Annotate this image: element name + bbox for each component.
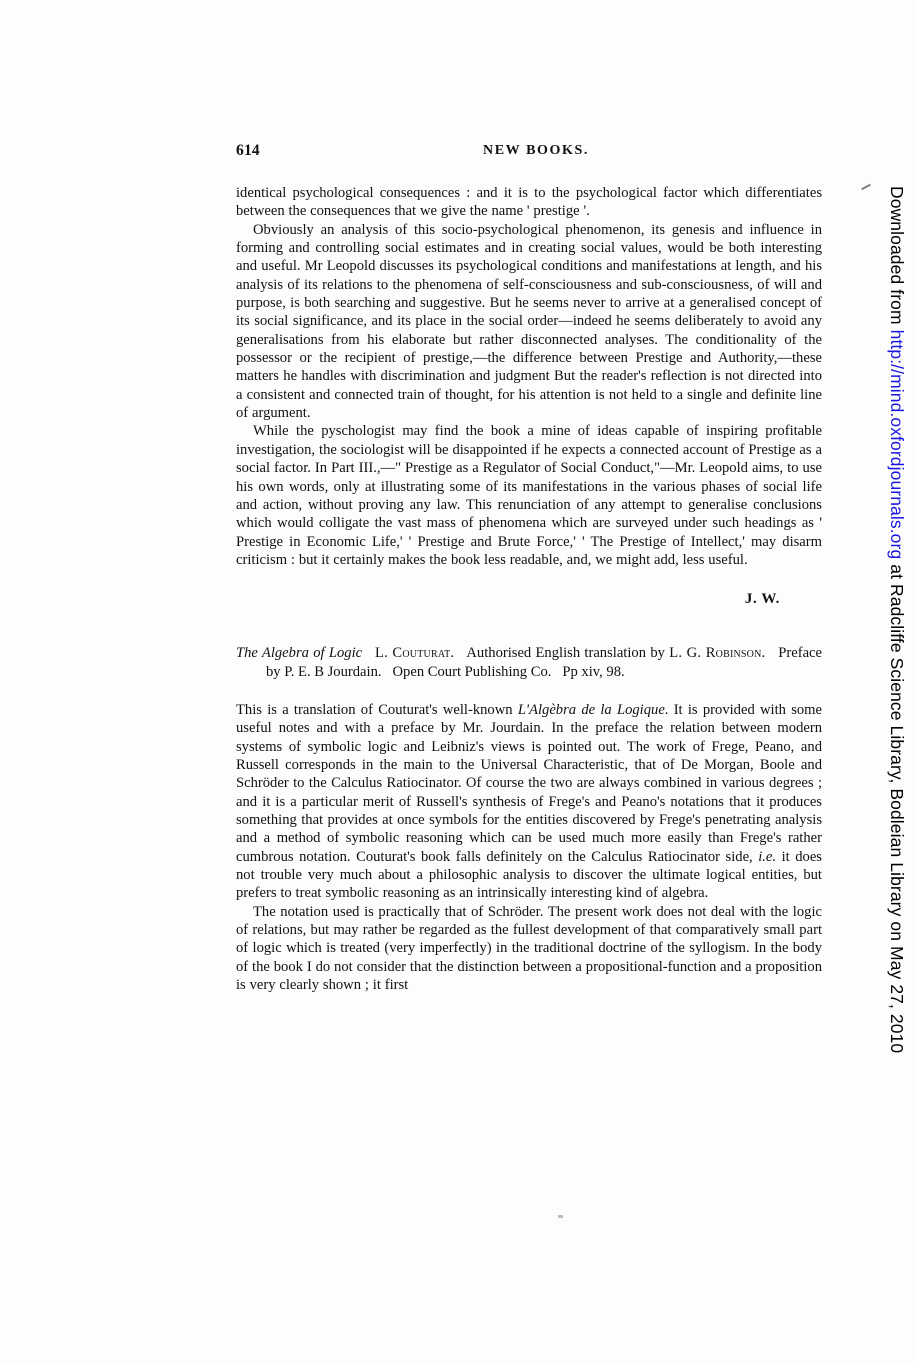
book-pagination: Pp xiv, 98. [562,663,625,680]
download-watermark [887,186,909,1196]
paragraph: identical psychological consequences : and it is to the psychological factor which differentiates between the consequences that we give the name ' prestige '. [236,185,822,220]
paragraph: Obviously an analysis of this socio-psychological phenomenon, its genesis and influence in forming and controlling social estimates and in creating social values, would be both interesting and useful. Mr Leopold discusses its psychological conditions and manifestations at length, and his analysis of its relations to the phenomena of self-consciousness and sub-consciousness, of will and purpose, is both searching and suggestive. But he seems never to arrive at a generalised concept of its social significance, and its place in the social order—indeed he seems deliberately to avoid any generalisations from his elaborate but rather disconnected analyses. The conditionality of the possessor or the recipient of prestige,—the difference between Prestige and Authority,—these matters he handles with discrimination and judgment But the reader's reflection is not directed into a consistent and connected train of thought, for his attention is not held to a single and definite line of argument. [236,221,822,422]
reviewer-signature: J. W. [744,591,780,608]
book-entry-heading [236,608,822,681]
text-column [236,184,822,994]
translator-prefix: by [650,645,665,662]
watermark-link[interactable]: http://mind.oxfordjournals.org [887,329,907,560]
paragraph: This is a translation of Couturat's well-known L'Algèbra de la Logique. It is provided with some useful notes and with a preface by Mr. Jourdain. In the preface the relation between modern systems of symbolic logic and Leibniz's views is pointed out. The work of Frege, Peano, and Russell corresponds in the main to the Universal Characteristic, that of De Morgan, Boole and Schröder to the Calculus Ratiocinator. Of course the two are always combined in various degrees ; and it is a particular merit of Russell's synthesis of Frege's and Peano's notations that it produces something that provides at once symbols for the entities discovered by Frege's penetrating analysis and a method of symbolic reasoning which can be used much more easily than Frege's rather cumbrous notation. Couturat's book falls definitely on the Calculus Ratiocinator side, i.e. it does not trouble very much about a philosophic analysis to discover the ultimate logical entities, but prefers to treat symbolic reasoning as an intrinsically interesting kind of algebra. [236,701,822,902]
paragraph: While the pyschologist may find the book a mine of ideas capable of inspiring profitable investigation, the sociologist will be disappointed if he expects a connected account of Prestige as a social factor. In Part III.,—" Prestige as a Regulator of Social Conduct,"—Mr. Leopold aims, to use his own words, only at illustrating some of its manifestations in the various phases of social life and action, without proving any law. This renunciation of any attempt to generalise conclusions which would colligate the vast mass of phenomena which are surveyed under such headings as ' Prestige in Economic Life,' ' Prestige and Brute Force,' ' The Prestige of Intellect,' may disarm criticism : but it certainly makes the book less readable, and, we might add, less useful. [236,423,822,568]
running-head [236,142,822,162]
book-translator: L. G. Robinson. [669,645,766,662]
scan-artifact [558,1215,563,1218]
watermark-prefix: Downloaded from [887,186,907,330]
running-title: NEW BOOKS. [483,143,589,158]
book-preface-note: Preface by P. E. B Jourdain. [266,645,822,680]
book-author: L. Couturat. [374,645,455,662]
book-translation-note: Authorised English translation [466,645,647,662]
watermark-suffix: at Radcliffe Science Library, Bodleian Library on May 27, 2010 [887,559,907,1054]
scan-tick-mark [861,184,871,190]
book-title: The Algebra of Logic [236,645,363,662]
book-publisher: Open Court Publishing Co. [392,663,552,680]
page-number: 614 [236,142,260,159]
paragraph: The notation used is practically that of Schröder. The present work does not deal with the logic of relations, but may rather be regarded as the fullest development of that comparatively small part of logic which is treated (very imperfectly) in the traditional doctrine of the syllogism. In the body of the book I do not consider that the distinction between a propositional-function and a proposition is very clearly shown ; it first [236,903,822,994]
